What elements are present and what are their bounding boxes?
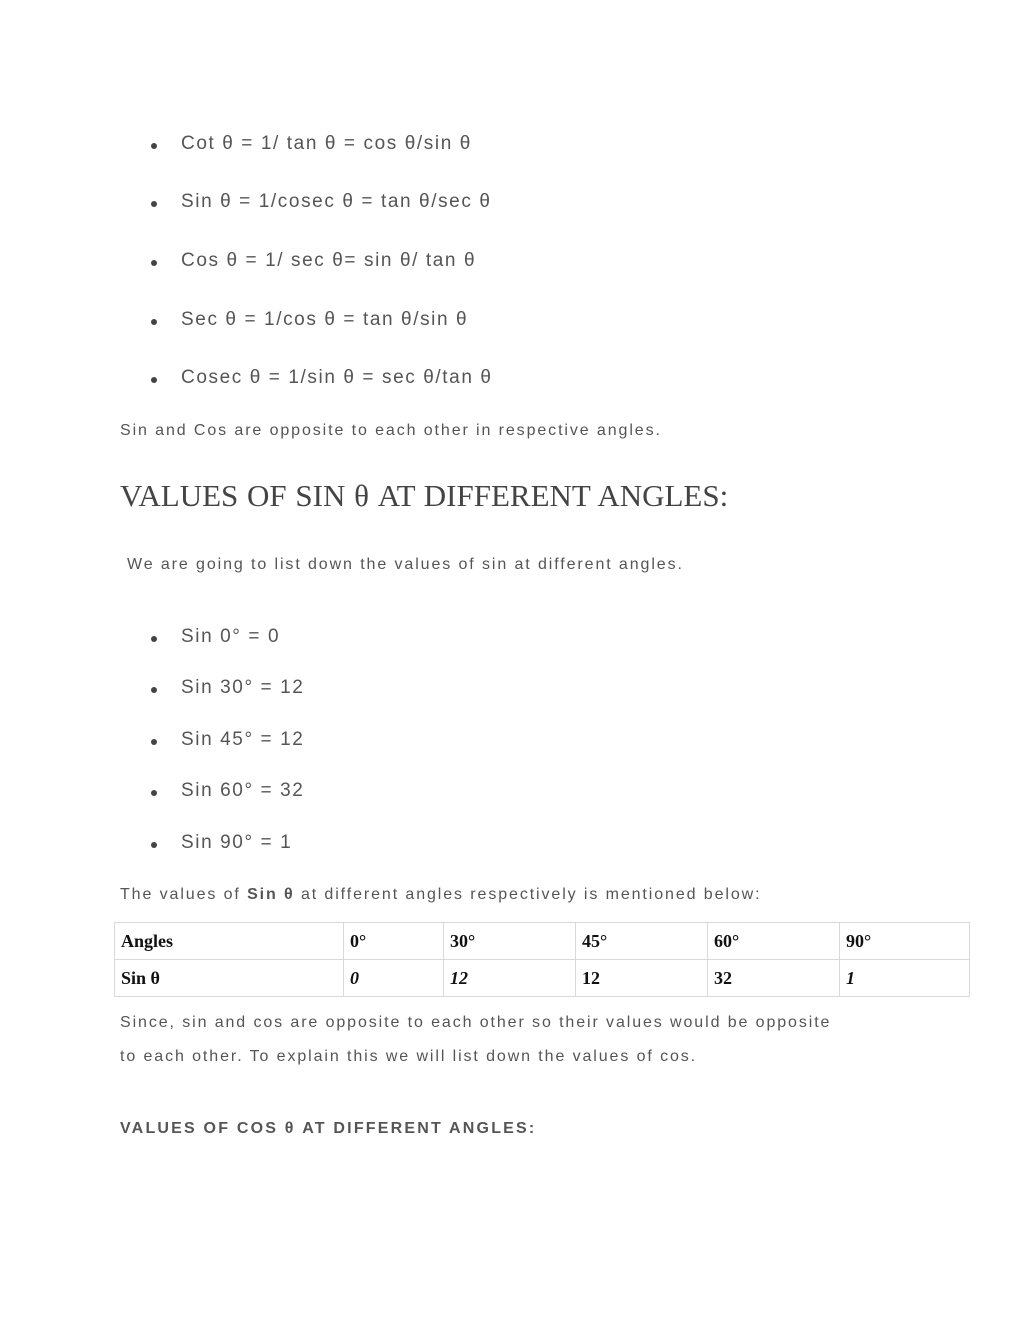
sin-section-heading: VALUES OF SIN θ AT DIFFERENT ANGLES:: [120, 478, 729, 513]
since-paragraph-line2: to each other. To explain this we will list down the values of cos.: [120, 1048, 698, 1065]
table-cell: 90°: [840, 923, 970, 960]
identity-text: Cosec θ = 1/sin θ = sec θ/tan θ: [181, 367, 493, 388]
bullet-icon: [151, 790, 157, 796]
bullet-icon: [151, 739, 157, 745]
table-cell: 32: [708, 960, 840, 997]
bullet-icon: [151, 201, 157, 207]
table-cell: 12: [576, 960, 708, 997]
table-cell: Angles: [115, 923, 344, 960]
table-cell: 30°: [444, 923, 576, 960]
sin-value-text: Sin 0° = 0: [181, 626, 281, 647]
table-cell: 45°: [576, 923, 708, 960]
bullet-icon: [151, 377, 157, 383]
table-cell: 0°: [344, 923, 444, 960]
table-row: [115, 923, 970, 960]
bullet-icon: [151, 143, 157, 149]
table-cell: 12: [444, 960, 576, 997]
sin-value-text: Sin 60° = 32: [181, 780, 305, 801]
since-paragraph-line1: Since, sin and cos are opposite to each other so their values would be opposite: [120, 1014, 832, 1031]
sin-value-text: Sin 45° = 12: [181, 729, 305, 750]
bullet-icon: [151, 636, 157, 642]
table-cell: 0: [344, 960, 444, 997]
sin-value-text: Sin 30° = 12: [181, 677, 305, 698]
bullet-icon: [151, 260, 157, 266]
bullet-icon: [151, 842, 157, 848]
opposite-note: Sin and Cos are opposite to each other in respective angles.: [120, 422, 662, 439]
sin-values-table: [114, 922, 970, 997]
sin-value-text: Sin 90° = 1: [181, 832, 293, 853]
identity-text: Cos θ = 1/ sec θ= sin θ/ tan θ: [181, 250, 477, 271]
table-intro-bold: Sin θ: [247, 886, 295, 903]
table-row: [115, 960, 970, 997]
table-cell: Sin θ: [115, 960, 344, 997]
identity-text: Sin θ = 1/cosec θ = tan θ/sec θ: [181, 191, 492, 212]
cos-section-heading: VALUES OF COS θ AT DIFFERENT ANGLES:: [120, 1120, 537, 1137]
sin-intro-text: We are going to list down the values of sin at different angles.: [127, 556, 684, 573]
identity-text: Sec θ = 1/cos θ = tan θ/sin θ: [181, 309, 469, 330]
bullet-icon: [151, 687, 157, 693]
identity-text: Cot θ = 1/ tan θ = cos θ/sin θ: [181, 133, 472, 154]
table-cell: 1: [840, 960, 970, 997]
table-intro-text: [120, 886, 761, 904]
table-intro-after: at different angles respectively is mentioned below:: [294, 886, 762, 903]
table-cell: 60°: [708, 923, 840, 960]
bullet-icon: [151, 319, 157, 325]
table-intro-before: The values of: [120, 886, 248, 903]
